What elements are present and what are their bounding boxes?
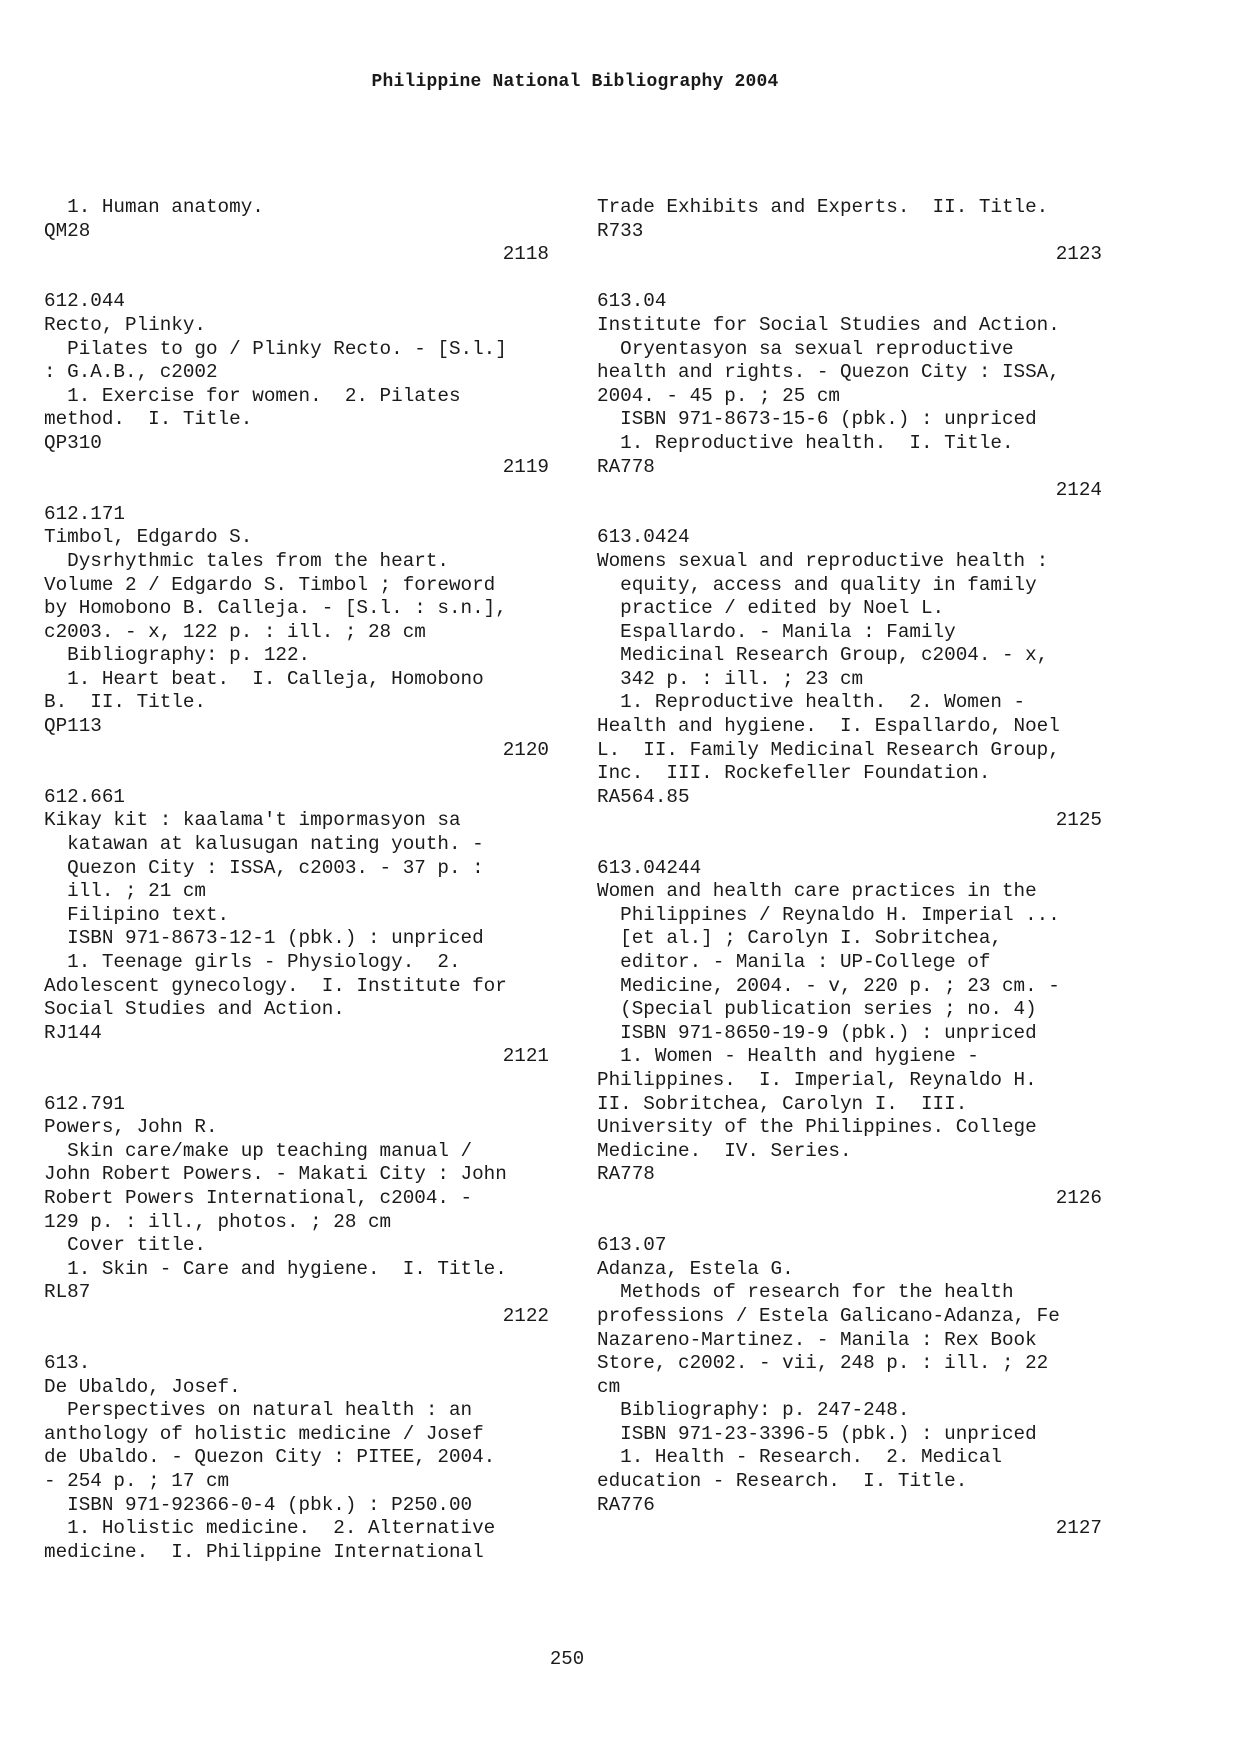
- entry-line: Oryentasyon sa sexual reproductive: [597, 337, 1014, 360]
- entry-line: Adolescent gynecology. I. Institute for: [44, 974, 507, 997]
- entry-line: 1. Reproductive health. I. Title.: [597, 431, 1014, 454]
- entry-line: Methods of research for the health: [597, 1281, 1014, 1304]
- entry-line: Institute for Social Studies and Action.: [597, 313, 1060, 336]
- entry-line: RA778: [597, 1163, 655, 1186]
- entry-line: 613.: [44, 1352, 91, 1375]
- entry-line: University of the Philippines. College: [597, 1116, 1037, 1139]
- left-column: [44, 196, 549, 1564]
- entry-line: 1. Heart beat. I. Calleja, Homobono: [44, 667, 484, 690]
- entry-line: 2004. - 45 p. ; 25 cm: [597, 384, 840, 407]
- entry-spacer: [44, 1329, 549, 1353]
- entry-line: professions / Estela Galicano-Adanza, Fe: [597, 1304, 1060, 1327]
- entry-line: c2003. - x, 122 p. : ill. ; 28 cm: [44, 620, 426, 643]
- entry-spacer: [597, 503, 1102, 527]
- entry-line: QP113: [44, 715, 102, 738]
- bibliography-entry: [44, 786, 549, 1093]
- entry-line: 1. Human anatomy.: [44, 196, 264, 218]
- entry-line: John Robert Powers. - Makati City : John: [44, 1163, 507, 1186]
- bibliography-entry: [44, 503, 549, 786]
- entry-spacer: [597, 833, 1102, 857]
- entry-line: Inc. III. Rockefeller Foundation.: [597, 762, 991, 785]
- entry-line: Bibliography: p. 247-248.: [597, 1399, 910, 1422]
- entry-line: 1. Reproductive health. 2. Women -: [597, 691, 1026, 714]
- entry-line: 613.04: [597, 290, 667, 313]
- right-column: [597, 196, 1102, 1541]
- entry-line: ISBN 971-8673-12-1 (pbk.) : unpriced: [44, 927, 484, 950]
- entry-line: Nazareno-Martinez. - Manila : Rex Book: [597, 1328, 1037, 1351]
- entry-spacer: [44, 1069, 549, 1093]
- entry-line: Cover title.: [44, 1234, 206, 1257]
- bibliography-entry: [597, 857, 1102, 1235]
- entry-line: Powers, John R.: [44, 1116, 218, 1139]
- entry-line: : G.A.B., c2002: [44, 361, 218, 384]
- entry-line: Medicine. IV. Series.: [597, 1139, 852, 1162]
- entry-line: medicine. I. Philippine International: [44, 1540, 484, 1563]
- entry-line: Bibliography: p. 122.: [44, 644, 311, 667]
- page-number: 250: [549, 1648, 585, 1670]
- entry-line: practice / edited by Noel L.: [597, 597, 945, 620]
- entry-line: Philippines / Reynaldo H. Imperial ...: [597, 903, 1060, 926]
- entry-line: Trade Exhibits and Experts. II. Title.: [597, 196, 1049, 218]
- entry-line: de Ubaldo. - Quezon City : PITEE, 2004.: [44, 1446, 496, 1469]
- entry-line: [et al.] ; Carolyn I. Sobritchea,: [597, 927, 1002, 950]
- entry-number: 2123: [1055, 243, 1102, 266]
- entry-line: 1. Exercise for women. 2. Pilates: [44, 384, 461, 407]
- entry-line: RL87: [44, 1281, 91, 1304]
- entry-line: Volume 2 / Edgardo S. Timbol ; foreword: [44, 573, 496, 596]
- entry-number: 2119: [502, 455, 549, 478]
- entry-line: by Homobono B. Calleja. - [S.l. : s.n.],: [44, 597, 507, 620]
- bibliography-entry: [597, 290, 1102, 526]
- entry-spacer: [597, 1211, 1102, 1235]
- entry-line: Philippines. I. Imperial, Reynaldo H.: [597, 1068, 1037, 1091]
- entry-number: 2121: [502, 1045, 549, 1068]
- entry-line: Store, c2002. - vii, 248 p. : ill. ; 22: [597, 1352, 1049, 1375]
- entry-line: 1. Holistic medicine. 2. Alternative: [44, 1517, 496, 1540]
- entry-line: - 254 p. ; 17 cm: [44, 1470, 230, 1493]
- entry-line: ISBN 971-8673-15-6 (pbk.) : unpriced: [597, 408, 1037, 431]
- entry-line: 1. Women - Health and hygiene -: [597, 1045, 979, 1068]
- entry-line: R733: [597, 219, 644, 242]
- entry-line: equity, access and quality in family: [597, 573, 1037, 596]
- entry-line: QP310: [44, 431, 102, 454]
- entry-line: Recto, Plinky.: [44, 313, 206, 336]
- entry-line: 1. Teenage girls - Physiology. 2.: [44, 951, 461, 973]
- entry-line: Womens sexual and reproductive health :: [597, 549, 1049, 572]
- entry-line: Robert Powers International, c2004. -: [44, 1186, 473, 1209]
- entry-line: RJ144: [44, 1021, 102, 1044]
- entry-number: 2126: [1055, 1186, 1102, 1209]
- entry-line: ISBN 971-92366-0-4 (pbk.) : P250.00: [44, 1493, 473, 1516]
- page-title: Philippine National Bibliography 2004: [371, 72, 779, 92]
- entry-line: katawan at kalusugan nating youth. -: [44, 833, 484, 856]
- entry-spacer: [44, 479, 549, 503]
- entry-line: Filipino text.: [44, 903, 230, 926]
- bibliography-entry: [44, 290, 549, 502]
- entry-line: Pilates to go / Plinky Recto. - [S.l.]: [44, 337, 507, 360]
- entry-line: 613.0424: [597, 526, 690, 549]
- bibliography-entry: [44, 196, 549, 290]
- entry-line: QM28: [44, 219, 91, 242]
- entry-line: Adanza, Estela G.: [597, 1257, 794, 1280]
- entry-number: 2122: [502, 1304, 549, 1327]
- entry-line: RA778: [597, 455, 655, 478]
- entry-spacer: [597, 267, 1102, 291]
- entry-line: 613.07: [597, 1234, 667, 1257]
- bibliography-entry: [597, 196, 1102, 290]
- entry-line: Espallardo. - Manila : Family: [597, 620, 956, 643]
- bibliography-entry: [597, 1234, 1102, 1541]
- entry-line: education - Research. I. Title.: [597, 1470, 968, 1493]
- entry-line: health and rights. - Quezon City : ISSA,: [597, 361, 1060, 384]
- entry-line: RA776: [597, 1493, 655, 1516]
- entry-spacer: [44, 762, 549, 786]
- entry-line: 613.04244: [597, 856, 702, 879]
- entry-line: editor. - Manila : UP-College of: [597, 951, 991, 973]
- entry-line: De Ubaldo, Josef.: [44, 1375, 241, 1398]
- entry-number: 2118: [502, 243, 549, 266]
- entry-line: ISBN 971-8650-19-9 (pbk.) : unpriced: [597, 1021, 1037, 1044]
- entry-line: Medicinal Research Group, c2004. - x,: [597, 644, 1049, 667]
- bibliography-entry: [44, 1352, 549, 1564]
- entry-line: 1. Skin - Care and hygiene. I. Title.: [44, 1257, 507, 1280]
- entry-spacer: [44, 267, 549, 291]
- entry-number: 2125: [1055, 809, 1102, 832]
- entry-line: 612.791: [44, 1092, 125, 1115]
- entry-line: 1. Health - Research. 2. Medical: [597, 1446, 1002, 1469]
- entry-line: Social Studies and Action.: [44, 998, 345, 1021]
- entry-line: anthology of holistic medicine / Josef: [44, 1422, 484, 1445]
- entry-line: Dysrhythmic tales from the heart.: [44, 549, 449, 572]
- entry-line: Timbol, Edgardo S.: [44, 526, 253, 549]
- entry-number: 2124: [1055, 479, 1102, 502]
- entry-line: method. I. Title.: [44, 408, 253, 431]
- entry-line: ill. ; 21 cm: [44, 880, 206, 903]
- bibliography-entry: [597, 526, 1102, 856]
- entry-number: 2127: [1055, 1517, 1102, 1540]
- entry-line: 342 p. : ill. ; 23 cm: [597, 667, 864, 690]
- entry-line: (Special publication series ; no. 4): [597, 998, 1037, 1021]
- entry-line: cm: [597, 1375, 621, 1398]
- entry-line: Kikay kit : kaalama't impormasyon sa: [44, 809, 461, 832]
- bibliography-entry: [44, 1093, 549, 1353]
- entry-line: Perspectives on natural health : an: [44, 1399, 473, 1422]
- entry-line: ISBN 971-23-3396-5 (pbk.) : unpriced: [597, 1422, 1037, 1445]
- entry-line: 612.171: [44, 502, 125, 525]
- entry-line: Medicine, 2004. - v, 220 p. ; 23 cm. -: [597, 974, 1060, 997]
- entry-line: Women and health care practices in the: [597, 880, 1037, 903]
- entry-line: Skin care/make up teaching manual /: [44, 1139, 473, 1162]
- entry-line: Quezon City : ISSA, c2003. - 37 p. :: [44, 856, 484, 879]
- entry-line: 612.661: [44, 785, 125, 808]
- entry-line: 129 p. : ill., photos. ; 28 cm: [44, 1210, 392, 1233]
- entry-line: L. II. Family Medicinal Research Group,: [597, 738, 1060, 761]
- entry-line: RA564.85: [597, 785, 690, 808]
- entry-line: 612.044: [44, 290, 125, 313]
- entry-line: Health and hygiene. I. Espallardo, Noel: [597, 715, 1060, 738]
- entry-number: 2120: [502, 738, 549, 761]
- entry-line: II. Sobritchea, Carolyn I. III.: [597, 1092, 968, 1115]
- entry-line: B. II. Title.: [44, 691, 206, 714]
